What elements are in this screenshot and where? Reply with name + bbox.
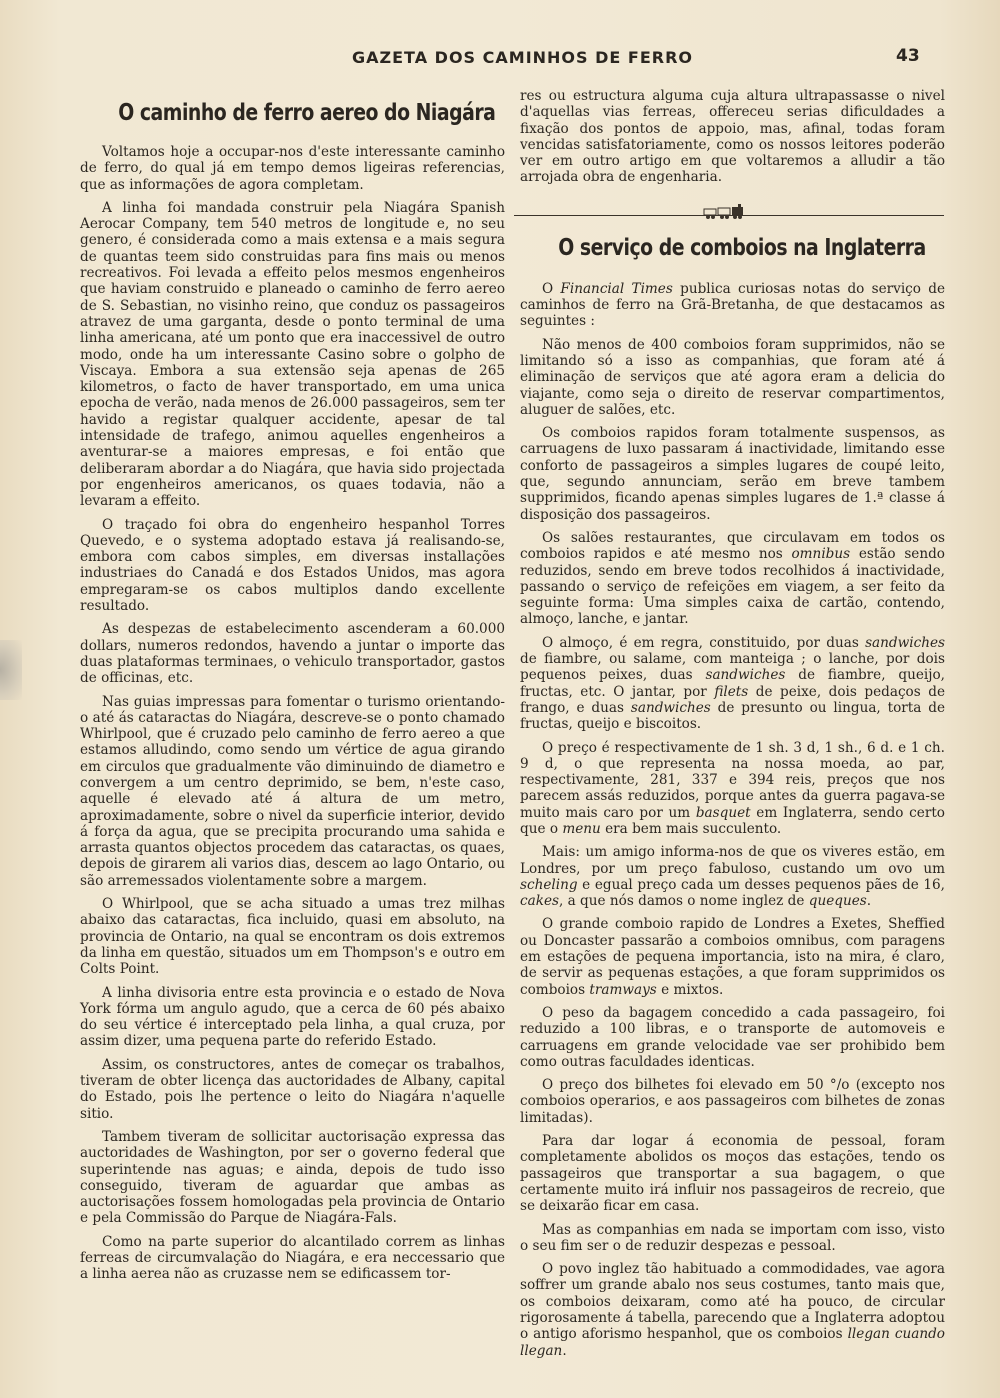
paragraph: O preço é respectivamente de 1 sh. 3 d, 1 sh., 6 d. e 1 ch. 9 d, o que representa na nossa moeda, ao par, respectivamente, 281, 337 e 394 reis, preços que nos parecem assás reduzidos, porque antes da guerra pagava-se muito mais caro por um basquet em Inglaterra, sendo certo que o menu era bem mais succulento. [520,739,945,837]
paragraph: O Financial Times publica curiosas notas do serviço de caminhos de ferro na Grã-Bretanha, de que destacamos as seguintes : [520,280,945,330]
paper-stain [0,640,22,700]
paragraph: O peso da bagagem concedido a cada passageiro, foi reduzido a 100 libras, e o transporte de automoveis e carruagens em grande velocidade vae ser prohibido bem como outras faculdades identicas. [520,1004,945,1070]
paragraph: As despezas de estabelecimento ascenderam a 60.000 dollars, numeros redondos, havendo a juntar o importe das duas plataformas terminaes, o vehiculo transportador, gastos de officinas, etc. [80,621,505,687]
page-header [0,48,1000,72]
article-title-niagara: O caminho de ferro aereo do Niagára [118,100,496,126]
paragraph: A linha foi mandada construir pela Niagára Spanish Aerocar Company, tem 540 metros de longitude e, no seu genero, é considerada como a mais extensa e a mais segura de quantas teem sido construidas para fins mais ou menos recreativos. Foi levada a effeito pelos mesmos engenheiros que haviam construido e planeado o caminho de ferro aereo de S. Sebastian, no visinho reino, que conduz os passageiros atravez de uma garganta, desde o ponto terminal de uma linha americana, até um ponto que era inaccessivel de outro modo, onde ha um interessante Casino sobre o golpho de Viscaya. Embora a sua extensão seja apenas de 265 kilometros, o facto de haver transportado, em uma unica epocha de verão, nada menos de 26.000 passageiros, sem ter havido a registar qualquer accidente, apesar de tal intensidade de trafego, animou aquelles engenheiros a aventurar-se a maiores empresas, e foi então que deliberaram abordar a do Niagára, que havia sido projectada por engenheiros americanos, os quaes todavia, não a levaram a effeito. [80,199,505,510]
paragraph: O Whirlpool, que se acha situado a umas trez milhas abaixo das cataractas, fica incluido, quasi em absoluto, na provincia de Ontario, na qual se encontram os dois extremos da linha em questão, situados um em Thompson's e outro em Colts Point. [80,896,505,978]
paragraph: Mais: um amigo informa-nos de que os viveres estão, em Londres, por um preço fabuloso, custando um ovo um scheling e egual preço cada um desses pequenos pães de 16, cakes, a que nós damos o nome inglez de queques. [520,844,945,910]
paragraph: Como na parte superior do alcantilado correm as linhas ferreas de circumvalação do Niagára, e era neccessario que a linha aerea não as cruzasse nem se edificassem tor- [80,1233,505,1283]
paragraph: Nas guias impressas para fomentar o turismo orientando-o até ás cataractas do Niagára, descreve-se o ponto chamado Whirlpool, que é cruzado pelo caminho de ferro aereo a que estamos alludindo, como sendo um vértice de agua girando em circulos que gradualmente vão diminuindo de diametro e convergem a um centro deprimido, se bem, n'este caso, aquelle é elevado até á altura de um metro, aproximadamente, sobre o nivel da superficie interior, devido á força da agua, que se precipita procurando uma sahida e arrasta quantos objectos procedem das cataractas, os quaes, depois de girarem ali varios dias, descem ao lago Ontario, ou são arremessados violentamente sobre a margem. [80,693,505,889]
left-column [80,92,505,1290]
paragraph: O preço dos bilhetes foi elevado em 50 °/o (excepto nos comboios operarios, e aos passageiros com bilhetes de zonas limitadas). [520,1077,945,1126]
paragraph: O povo inglez tão habituado a commodidades, vae agora soffrer um grande abalo nos seus costumes, tanto mais que, os comboios deixaram, como até ha pouco, de circular rigorosamente á tabella, parecendo que a Inglaterra adoptou o antigo aforismo hespanhol, que os comboios llegan cuando llegan. [520,1261,945,1359]
paragraph: Não menos de 400 comboios foram supprimidos, não se limitando só a isso as companhias, que foram até á eliminação de serviços que até agora eram a delicia do viajante, como seja o direito de reservar compartimentos, aluguer de salões, etc. [520,336,945,418]
paragraph: Tambem tiveram de sollicitar auctorisação expressa das auctoridades de Washington, por ser o governo federal que superintende nas aguas; e ainda, depois de tudo isso conseguido, tiveram de aguardar que ambas as auctorisações fossem homologadas pela provincia de Ontario e pela Commissão do Parque de Niagára-Fals. [80,1128,505,1227]
continuation-paragraph: res ou estructura alguma cuja altura ultrapassasse o nivel d'aquellas vias ferreas, offereceu serias dificuldades a fixação dos pontos de appoio, mas, afinal, todas foram vencidas satisfatoriamente, como os nossos leitores poderão ver em outro artigo em que voltaremos a alludir a tão arrojada obra de engenharia. [520,88,945,186]
train-icon [702,204,746,220]
paragraph: Mas as companhias em nada se importam com isso, visto o seu fim ser o de reduzir despezas e pessoal. [520,1221,945,1254]
paragraph: A linha divisoria entre esta provincia e o estado de Nova York fórma um angulo agudo, que a cerca de 60 pés abaixo do seu vértice é interceptado pela linha, a qual cruza, por assim dizer, uma pequena parte do referido Estado. [80,984,505,1050]
right-column [520,88,945,1366]
section-divider [514,193,944,223]
paragraph: Para dar logar á economia de pessoal, foram completamente abolidos os moços das estações, tendo os passageiros que transportar a sua bagagem, o que certamente muito irá influir nos passageiros de recreio, que se deixarão ficar em casa. [520,1133,945,1215]
paragraph: Assim, os constructores, antes de começar os trabalhos, tiveram de obter licença das auctoridades de Albany, capital do Estado, pois lhe pertence o leito do Niagára n'aquelle sitio. [80,1056,505,1122]
paragraph: O almoço, é em regra, constituido, por duas sandwiches de fiambre, ou salame, com manteiga ; o lanche, por dois pequenos peixes, duas sandwiches de fiambre, queijo, fructas, etc. O jantar, por filets de peixe, dois pedaços de frango, e duas sandwiches de presunto ou lingua, torta de fructas, queijo e biscoitos. [520,634,945,733]
page-number: 43 [896,46,920,66]
paragraph: O traçado foi obra do engenheiro hespanhol Torres Quevedo, e o systema adoptado estava já realisando-se, embora com cabos simples, em diversas installações industriaes do Canadá e dos Estados Unidos, mas agora empregaram-se os cabos multiplos dando excellente resultado. [80,516,505,615]
paragraph: Os comboios rapidos foram totalmente suspensos, as carruagens de luxo passaram á inactividade, limitando esse conforto de passageiros a simples lugares de coupé leito, que, segundo annunciam, serão em breve tambem supprimidos, ficando apenas simples lugares de 1.ª classe á disposição dos passageiros. [520,425,945,523]
paragraph: O grande comboio rapido de Londres a Exetes, Sheffied ou Doncaster passarão a comboios omnibus, com paragens em estações de pequena importancia, isto na mira, é claro, de servir as pequenas estações, a que foram supprimidos os comboios tramways e mixtos. [520,916,945,998]
article-title-inglaterra: O serviço de comboios na Inglaterra [558,234,926,261]
paragraph: Os salões restaurantes, que circulavam em todos os comboios rapidos e até mesmo nos omnibus estão sendo reduzidos, sendo em breve todos recolhidos á inactividade, passando o serviço de refeições em viagem, a ser feito da seguinte forma: Uma simples caixa de cartão, contendo, almoço, lanche, e jantar. [520,529,945,628]
journal-title: GAZETA DOS CAMINHOS DE FERRO [352,48,694,67]
paragraph: Voltamos hoje a occupar-nos d'este interessante caminho de ferro, do qual já em tempo demos ligeiras referencias, que as informações de agora completam. [80,144,505,193]
